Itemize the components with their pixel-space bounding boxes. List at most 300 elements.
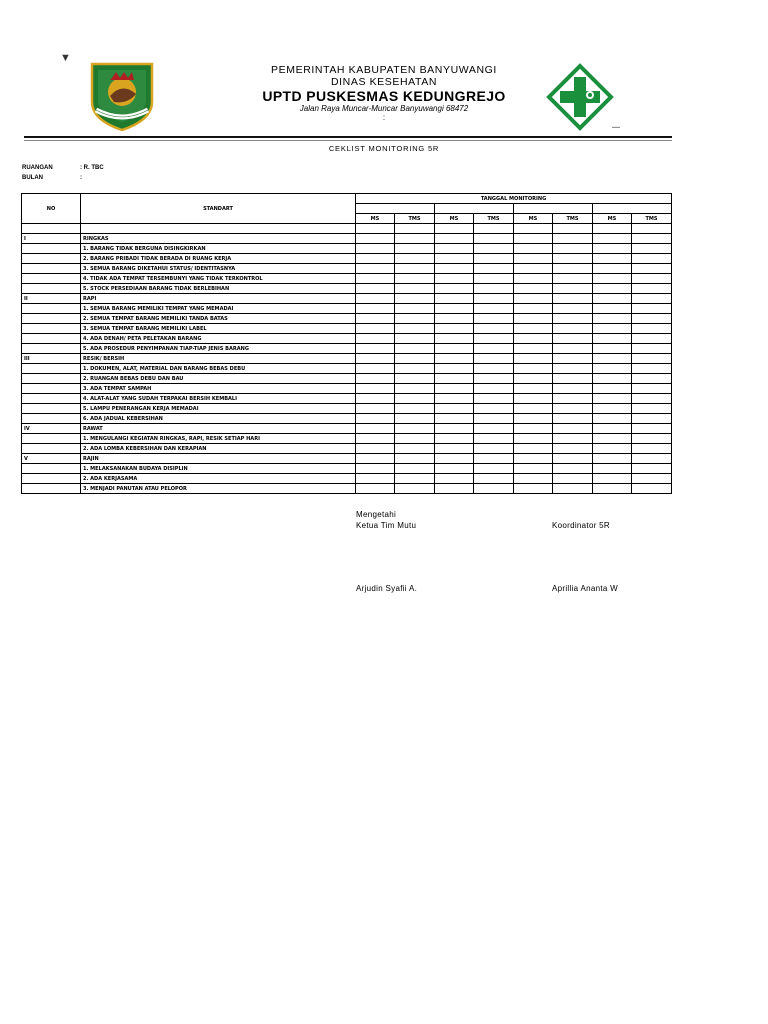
tms-check-cell[interactable] <box>632 234 672 244</box>
row-number <box>22 484 81 494</box>
row-standard-text: 2. ADA LOMBA KEBERSIHAN DAN KERAPIAN <box>81 444 356 454</box>
tms-check-cell[interactable] <box>632 334 672 344</box>
tms-check-cell[interactable] <box>632 274 672 284</box>
tms-check-cell[interactable] <box>553 374 593 384</box>
checklist-item-row <box>22 414 672 424</box>
ms-check-cell[interactable] <box>435 384 474 394</box>
ms-check-cell[interactable] <box>435 294 474 304</box>
ms-check-cell[interactable] <box>514 324 553 334</box>
ms-check-cell[interactable] <box>593 374 632 384</box>
checklist-item-row <box>22 474 672 484</box>
ms-check-cell[interactable] <box>514 394 553 404</box>
row-number <box>22 414 81 424</box>
checklist-item-row <box>22 304 672 314</box>
tms-check-cell[interactable] <box>632 244 672 254</box>
ms-check-cell[interactable] <box>593 254 632 264</box>
tms-check-cell[interactable] <box>474 384 514 394</box>
tms-check-cell[interactable] <box>474 304 514 314</box>
logo-caption-mark: ▬▬ <box>612 124 620 129</box>
flag-mark-icon: ▼ <box>60 52 71 64</box>
ms-check-cell[interactable] <box>435 254 474 264</box>
row-standard-text: 6. ADA JADUAL KEBERSIHAN <box>81 414 356 424</box>
coordinator-5r-name: Aprillia Ananta W <box>552 584 619 593</box>
row-standard-text: 1. MELAKSANAKAN BUDAYA DISIPLIN <box>81 464 356 474</box>
ms-check-cell[interactable] <box>356 254 395 264</box>
subheader-ms: MS <box>514 214 553 224</box>
tms-check-cell[interactable] <box>553 444 593 454</box>
ms-check-cell[interactable] <box>514 234 553 244</box>
tms-check-cell[interactable] <box>474 294 514 304</box>
tms-check-cell[interactable] <box>553 254 593 264</box>
section-row <box>22 424 672 434</box>
ms-check-cell[interactable] <box>593 314 632 324</box>
tms-check-cell[interactable] <box>474 464 514 474</box>
ms-check-cell[interactable] <box>435 404 474 414</box>
ms-check-cell[interactable] <box>435 374 474 384</box>
checklist-item-row <box>22 274 672 284</box>
tms-check-cell[interactable] <box>632 264 672 274</box>
tms-check-cell[interactable] <box>395 284 435 294</box>
checklist-item-row <box>22 434 672 444</box>
ms-check-cell[interactable] <box>356 374 395 384</box>
tms-check-cell[interactable] <box>632 364 672 374</box>
tms-check-cell[interactable] <box>553 334 593 344</box>
tms-check-cell[interactable] <box>395 324 435 334</box>
tms-check-cell[interactable] <box>632 344 672 354</box>
tms-check-cell[interactable] <box>395 384 435 394</box>
tms-check-cell[interactable] <box>553 464 593 474</box>
row-standard-text: RAPI <box>81 294 356 304</box>
tms-check-cell[interactable] <box>395 464 435 474</box>
institution-name: UPTD PUSKESMAS KEDUNGREJO <box>262 88 506 104</box>
ms-check-cell[interactable] <box>593 444 632 454</box>
ms-check-cell[interactable] <box>356 474 395 484</box>
checklist-item-row <box>22 284 672 294</box>
tms-check-cell[interactable] <box>632 394 672 404</box>
tms-check-cell[interactable] <box>632 384 672 394</box>
tms-check-cell[interactable] <box>632 484 672 494</box>
ms-check-cell[interactable] <box>435 464 474 474</box>
tms-check-cell[interactable] <box>395 444 435 454</box>
tms-check-cell[interactable] <box>553 404 593 414</box>
ms-check-cell[interactable] <box>356 404 395 414</box>
tms-check-cell[interactable] <box>632 324 672 334</box>
date-cell-4[interactable] <box>593 204 672 214</box>
row-number <box>22 434 81 444</box>
checklist-item-row <box>22 324 672 334</box>
ms-check-cell[interactable] <box>435 424 474 434</box>
header-rule-thick <box>24 136 672 138</box>
ms-check-cell[interactable] <box>435 354 474 364</box>
row-standard-text: RESIK/ BERSIH <box>81 354 356 364</box>
ms-check-cell[interactable] <box>356 454 395 464</box>
tms-check-cell[interactable] <box>553 414 593 424</box>
tms-check-cell[interactable] <box>474 274 514 284</box>
tms-check-cell[interactable] <box>632 434 672 444</box>
tms-check-cell[interactable] <box>395 344 435 354</box>
subheader-tms: TMS <box>553 214 593 224</box>
ms-check-cell[interactable] <box>435 414 474 424</box>
ms-check-cell[interactable] <box>435 434 474 444</box>
ms-check-cell[interactable] <box>514 434 553 444</box>
tms-check-cell[interactable] <box>474 454 514 464</box>
ms-check-cell[interactable] <box>593 324 632 334</box>
tms-check-cell[interactable] <box>395 244 435 254</box>
tms-check-cell[interactable] <box>395 414 435 424</box>
ms-check-cell[interactable] <box>356 484 395 494</box>
ms-check-cell[interactable] <box>356 384 395 394</box>
tms-check-cell[interactable] <box>474 474 514 484</box>
row-number <box>22 274 81 284</box>
row-standard-text: 1. BARANG TIDAK BERGUNA DISINGKIRKAN <box>81 244 356 254</box>
ms-check-cell[interactable] <box>356 344 395 354</box>
tms-check-cell[interactable] <box>474 434 514 444</box>
ms-check-cell[interactable] <box>514 374 553 384</box>
ms-check-cell[interactable] <box>435 304 474 314</box>
checklist-item-row <box>22 384 672 394</box>
row-standard-text: 2. BARANG PRIBADI TIDAK BERADA DI RUANG KERJA <box>81 254 356 264</box>
ms-check-cell[interactable] <box>435 484 474 494</box>
tms-check-cell[interactable] <box>395 454 435 464</box>
ms-check-cell[interactable] <box>593 284 632 294</box>
tms-check-cell[interactable] <box>553 454 593 464</box>
government-name: PEMERINTAH KABUPATEN BANYUWANGI <box>271 64 497 76</box>
subheader-tms: TMS <box>632 214 672 224</box>
tms-check-cell[interactable] <box>474 344 514 354</box>
tms-check-cell[interactable] <box>474 364 514 374</box>
tms-check-cell[interactable] <box>553 344 593 354</box>
ms-check-cell[interactable] <box>593 234 632 244</box>
ms-check-cell[interactable] <box>593 264 632 274</box>
ms-check-cell[interactable] <box>514 384 553 394</box>
ms-check-cell[interactable] <box>514 454 553 464</box>
tms-check-cell[interactable] <box>474 484 514 494</box>
row-number <box>22 374 81 384</box>
ms-check-cell[interactable] <box>356 264 395 274</box>
ms-check-cell[interactable] <box>356 424 395 434</box>
ms-check-cell[interactable] <box>356 434 395 444</box>
document-title: CEKLIST MONITORING 5R <box>328 144 440 153</box>
ms-check-cell[interactable] <box>356 364 395 374</box>
ms-check-cell[interactable] <box>435 454 474 464</box>
row-number <box>22 344 81 354</box>
tms-check-cell[interactable] <box>553 484 593 494</box>
tms-check-cell[interactable] <box>395 354 435 364</box>
tms-check-cell[interactable] <box>474 444 514 454</box>
checklist-item-row <box>22 244 672 254</box>
header-no: NO <box>22 194 81 224</box>
tms-check-cell[interactable] <box>632 254 672 264</box>
ms-check-cell[interactable] <box>593 364 632 374</box>
row-standard-text: 3. ADA TEMPAT SAMPAH <box>81 384 356 394</box>
tms-check-cell[interactable] <box>632 474 672 484</box>
row-standard-text: RINGKAS <box>81 234 356 244</box>
ms-check-cell[interactable] <box>356 284 395 294</box>
ms-check-cell[interactable] <box>593 354 632 364</box>
ms-check-cell[interactable] <box>356 334 395 344</box>
ms-check-cell[interactable] <box>593 474 632 484</box>
tms-check-cell[interactable] <box>474 234 514 244</box>
row-number <box>22 394 81 404</box>
tms-check-cell[interactable] <box>553 244 593 254</box>
department-name: DINAS KESEHATAN <box>330 76 438 88</box>
ms-check-cell[interactable] <box>514 254 553 264</box>
tms-check-cell[interactable] <box>395 424 435 434</box>
ms-check-cell[interactable] <box>356 244 395 254</box>
acknowledged-label: Mengetahi <box>356 510 397 519</box>
tms-check-cell[interactable] <box>474 394 514 404</box>
ms-check-cell[interactable] <box>593 404 632 414</box>
checklist-item-row <box>22 364 672 374</box>
ms-check-cell[interactable] <box>593 424 632 434</box>
tms-check-cell[interactable] <box>632 444 672 454</box>
tms-check-cell[interactable] <box>553 264 593 274</box>
tms-check-cell[interactable] <box>632 424 672 434</box>
ms-check-cell[interactable] <box>514 284 553 294</box>
tms-check-cell[interactable] <box>632 374 672 384</box>
ms-check-cell[interactable] <box>435 344 474 354</box>
subheader-tms: TMS <box>395 214 435 224</box>
ms-check-cell[interactable] <box>593 294 632 304</box>
tms-check-cell[interactable] <box>395 274 435 284</box>
ms-check-cell[interactable] <box>435 284 474 294</box>
row-standard-text: 1. SEMUA BARANG MEMILIKI TEMPAT YANG MEMADAI <box>81 304 356 314</box>
ms-check-cell[interactable] <box>356 304 395 314</box>
ms-check-cell[interactable] <box>435 314 474 324</box>
ms-check-cell[interactable] <box>435 474 474 484</box>
tms-check-cell[interactable] <box>553 434 593 444</box>
ms-check-cell[interactable] <box>356 294 395 304</box>
tms-check-cell[interactable] <box>395 484 435 494</box>
tms-check-cell[interactable] <box>395 304 435 314</box>
tms-check-cell[interactable] <box>553 314 593 324</box>
row-standard-text: 1. MENGULANGI KEGIATAN RINGKAS, RAPI, RESIK SETIAP HARI <box>81 434 356 444</box>
ms-check-cell[interactable] <box>593 334 632 344</box>
row-standard-text: 4. ALAT-ALAT YANG SUDAH TERPAKAI BERSIH KEMBALI <box>81 394 356 404</box>
tms-check-cell[interactable] <box>553 294 593 304</box>
checklist-item-row <box>22 374 672 384</box>
tms-check-cell[interactable] <box>395 314 435 324</box>
ms-check-cell[interactable] <box>514 274 553 284</box>
ms-check-cell[interactable] <box>514 304 553 314</box>
tms-check-cell[interactable] <box>395 394 435 404</box>
tms-check-cell[interactable] <box>553 304 593 314</box>
institution-address: Jalan Raya Muncar-Muncar Banyuwangi 68472 <box>299 104 469 113</box>
subheader-ms: MS <box>435 214 474 224</box>
tms-check-cell[interactable] <box>632 354 672 364</box>
tms-check-cell[interactable] <box>632 284 672 294</box>
tms-check-cell[interactable] <box>395 364 435 374</box>
checklist-table <box>21 193 672 494</box>
ms-check-cell[interactable] <box>435 234 474 244</box>
tms-check-cell[interactable] <box>553 284 593 294</box>
date-cell-1[interactable] <box>356 204 435 214</box>
tms-check-cell[interactable] <box>632 404 672 414</box>
tms-check-cell[interactable] <box>474 354 514 364</box>
ms-check-cell[interactable] <box>514 464 553 474</box>
header-standard: STANDART <box>81 194 356 224</box>
ms-check-cell[interactable] <box>435 324 474 334</box>
date-cell-3[interactable] <box>514 204 593 214</box>
row-number <box>22 284 81 294</box>
row-standard-text: 2. SEMUA TEMPAT BARANG MEMILIKI TANDA BATAS <box>81 314 356 324</box>
tms-check-cell[interactable] <box>474 254 514 264</box>
subheader-ms: MS <box>356 214 395 224</box>
tms-check-cell[interactable] <box>395 434 435 444</box>
row-number <box>22 404 81 414</box>
ms-check-cell[interactable] <box>356 324 395 334</box>
row-number: II <box>22 294 81 304</box>
ms-check-cell[interactable] <box>435 444 474 454</box>
ms-check-cell[interactable] <box>593 244 632 254</box>
tms-check-cell[interactable] <box>474 324 514 334</box>
tms-check-cell[interactable] <box>474 334 514 344</box>
row-standard-text: 5. STOCK PERSEDIAAN BARANG TIDAK BERLEBIHAN <box>81 284 356 294</box>
ms-check-cell[interactable] <box>514 294 553 304</box>
header-colon-mark: : <box>382 113 386 122</box>
ms-check-cell[interactable] <box>356 234 395 244</box>
ms-check-cell[interactable] <box>514 334 553 344</box>
row-standard-text: RAJIN <box>81 454 356 464</box>
tms-check-cell[interactable] <box>474 244 514 254</box>
row-standard-text: 5. LAMPU PENERANGAN KERJA MEMADAI <box>81 404 356 414</box>
tms-check-cell[interactable] <box>632 304 672 314</box>
tms-check-cell[interactable] <box>553 474 593 484</box>
ms-check-cell[interactable] <box>435 274 474 284</box>
checklist-item-row <box>22 444 672 454</box>
subheader-ms: MS <box>593 214 632 224</box>
tms-check-cell[interactable] <box>632 464 672 474</box>
ms-check-cell[interactable] <box>514 314 553 324</box>
row-standard-text: 2. ADA KERJASAMA <box>81 474 356 484</box>
row-number <box>22 444 81 454</box>
quality-team-chair-name: Arjudin Syafii A. <box>356 584 418 593</box>
ms-check-cell[interactable] <box>356 414 395 424</box>
coordinator-5r-title: Koordinator 5R <box>552 521 611 530</box>
ms-check-cell[interactable] <box>435 244 474 254</box>
row-number: IV <box>22 424 81 434</box>
ms-check-cell[interactable] <box>593 344 632 354</box>
ms-check-cell[interactable] <box>514 484 553 494</box>
ms-check-cell[interactable] <box>435 364 474 374</box>
section-row <box>22 454 672 464</box>
ms-check-cell[interactable] <box>435 394 474 404</box>
row-number <box>22 474 81 484</box>
tms-check-cell[interactable] <box>474 264 514 274</box>
tms-check-cell[interactable] <box>632 414 672 424</box>
ms-check-cell[interactable] <box>435 334 474 344</box>
ms-check-cell[interactable] <box>514 414 553 424</box>
tms-check-cell[interactable] <box>395 254 435 264</box>
row-number <box>22 384 81 394</box>
row-standard-text: 4. ADA DENAH/ PETA PELETAKAN BARANG <box>81 334 356 344</box>
tms-check-cell[interactable] <box>474 404 514 414</box>
tms-check-cell[interactable] <box>474 374 514 384</box>
checklist-item-row <box>22 334 672 344</box>
ms-check-cell[interactable] <box>593 434 632 444</box>
tms-check-cell[interactable] <box>395 234 435 244</box>
tms-check-cell[interactable] <box>553 384 593 394</box>
ms-check-cell[interactable] <box>514 264 553 274</box>
tms-check-cell[interactable] <box>474 414 514 424</box>
ms-check-cell[interactable] <box>514 354 553 364</box>
tms-check-cell[interactable] <box>395 264 435 274</box>
tms-check-cell[interactable] <box>395 474 435 484</box>
ms-check-cell[interactable] <box>593 274 632 284</box>
row-standard-text: 2. RUANGAN BEBAS DEBU DAN BAU <box>81 374 356 384</box>
tms-check-cell[interactable] <box>474 284 514 294</box>
header-rule-thin <box>24 140 672 141</box>
ms-check-cell[interactable] <box>593 414 632 424</box>
ms-check-cell[interactable] <box>593 394 632 404</box>
row-standard-text: 1. DOKUMEN, ALAT, MATERIAL DAN BARANG BEBAS DEBU <box>81 364 356 374</box>
tms-check-cell[interactable] <box>474 314 514 324</box>
quality-team-chair-title: Ketua Tim Mutu <box>356 521 417 530</box>
tms-check-cell[interactable] <box>632 454 672 464</box>
tms-check-cell[interactable] <box>395 404 435 414</box>
row-number <box>22 264 81 274</box>
ms-check-cell[interactable] <box>514 424 553 434</box>
tms-check-cell[interactable] <box>474 424 514 434</box>
ms-check-cell[interactable] <box>593 454 632 464</box>
ms-check-cell[interactable] <box>514 474 553 484</box>
ms-check-cell[interactable] <box>593 304 632 314</box>
tms-check-cell[interactable] <box>395 294 435 304</box>
row-number <box>22 334 81 344</box>
ms-check-cell[interactable] <box>356 354 395 364</box>
date-cell-2[interactable] <box>435 204 514 214</box>
ms-check-cell[interactable] <box>356 444 395 454</box>
tms-check-cell[interactable] <box>553 354 593 364</box>
tms-check-cell[interactable] <box>553 424 593 434</box>
checklist-item-row <box>22 344 672 354</box>
tms-check-cell[interactable] <box>395 374 435 384</box>
row-number: III <box>22 354 81 364</box>
tms-check-cell[interactable] <box>395 334 435 344</box>
tms-check-cell[interactable] <box>553 234 593 244</box>
ms-check-cell[interactable] <box>514 404 553 414</box>
subheader-tms: TMS <box>474 214 514 224</box>
row-number: I <box>22 234 81 244</box>
ms-check-cell[interactable] <box>593 464 632 474</box>
checklist-item-row <box>22 484 672 494</box>
ms-check-cell[interactable] <box>356 274 395 284</box>
ms-check-cell[interactable] <box>356 314 395 324</box>
ms-check-cell[interactable] <box>593 384 632 394</box>
tms-check-cell[interactable] <box>553 364 593 374</box>
ms-check-cell[interactable] <box>356 464 395 474</box>
month-label: BULAN <box>22 175 43 181</box>
checklist-item-row <box>22 254 672 264</box>
tms-check-cell[interactable] <box>553 394 593 404</box>
ms-check-cell[interactable] <box>514 244 553 254</box>
ms-check-cell[interactable] <box>514 444 553 454</box>
room-value: : R. TBC <box>80 165 104 171</box>
tms-check-cell[interactable] <box>553 324 593 334</box>
section-row <box>22 234 672 244</box>
ms-check-cell[interactable] <box>514 344 553 354</box>
room-label: RUANGAN <box>22 165 53 171</box>
tms-check-cell[interactable] <box>632 314 672 324</box>
tms-check-cell[interactable] <box>632 294 672 304</box>
section-row <box>22 294 672 304</box>
ms-check-cell[interactable] <box>356 394 395 404</box>
ms-check-cell[interactable] <box>593 484 632 494</box>
ms-check-cell[interactable] <box>435 264 474 274</box>
ms-check-cell[interactable] <box>514 364 553 374</box>
tms-check-cell[interactable] <box>553 274 593 284</box>
row-standard-text: 3. SEMUA BARANG DIKETAHUI STATUS/ IDENTITASNYA <box>81 264 356 274</box>
